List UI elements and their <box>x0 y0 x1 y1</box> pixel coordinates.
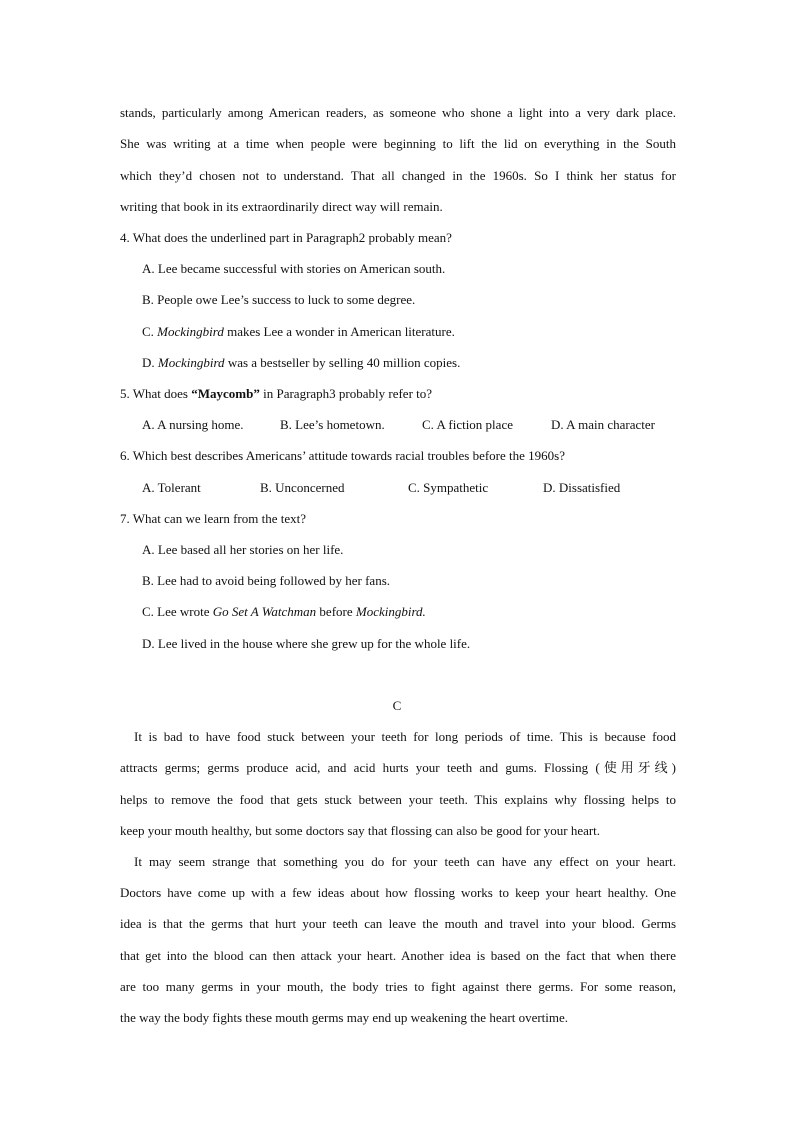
question-4-option-b: B. People owe Lee’s success to luck to some degree. <box>142 292 416 307</box>
passage-line: that get into the blood can then attack your heart. Another idea is based on the fact that when there <box>120 948 676 963</box>
question-6-option-b: B. Unconcerned <box>260 480 345 495</box>
passage-line: helps to remove the food that gets stuck between your teeth. This explains why flossing helps to <box>120 792 676 807</box>
option-text: was a bestseller by selling 40 million copies. <box>224 355 461 370</box>
option-text: makes Lee a wonder in American literature. <box>223 324 455 339</box>
passage-line: attracts germs; germs produce acid, and acid hurts your teeth and gums. Flossing (使用牙线) <box>120 760 676 775</box>
question-6-stem: 6. Which best describes Americans’ attitude towards racial troubles before the 1960s? <box>120 448 565 463</box>
stem-prefix: 5. What does <box>120 386 192 401</box>
book-title: Mockingbird <box>157 324 224 339</box>
passage-line: She was writing at a time when people were beginning to lift the lid on everything in the South <box>120 136 676 151</box>
question-7-option-b: B. Lee had to avoid being followed by her fans. <box>142 573 391 588</box>
question-5-stem <box>120 386 676 402</box>
option-prefix: C. Lee wrote <box>142 604 213 619</box>
option-prefix: D. <box>142 355 158 370</box>
question-7-stem: 7. What can we learn from the text? <box>120 511 307 526</box>
book-title: Mockingbird. <box>355 604 426 619</box>
option-text: before <box>316 604 356 619</box>
passage-line: It is bad to have food stuck between your teeth for long periods of time. This is because food <box>134 729 676 744</box>
passage-line: are too many germs in your mouth, the body tries to fight against there germs. For some reason, <box>120 979 676 994</box>
question-4-option-c <box>142 324 698 340</box>
book-title: Go Set A Watchman <box>212 604 317 619</box>
section-heading: C <box>392 698 402 713</box>
question-4-option-a: A. Lee became successful with stories on American south. <box>142 261 446 276</box>
question-5-option-b: B. Lee’s hometown. <box>280 417 385 432</box>
stem-rest: in Paragraph3 probably refer to? <box>259 386 433 401</box>
passage-line: which they’d chosen not to understand. That all changed in the 1960s. So I think her status for <box>120 168 676 183</box>
passage-line: Doctors have come up with a few ideas about how flossing works to keep your heart healthy. One <box>120 885 676 900</box>
option-prefix: C. <box>142 324 158 339</box>
passage-line: It may seem strange that something you do for your teeth can have any effect on your heart. <box>134 854 676 869</box>
question-6-option-c: C. Sympathetic <box>408 480 489 495</box>
book-title: Mockingbird <box>157 355 225 370</box>
question-6-option-d: D. Dissatisfied <box>543 480 621 495</box>
stem-keyword: “Maycomb” <box>191 386 260 401</box>
question-5-option-d: D. A main character <box>551 417 655 432</box>
question-4-stem: 4. What does the underlined part in Paragraph2 probably mean? <box>120 230 452 245</box>
question-7-option-d: D. Lee lived in the house where she grew up for the whole life. <box>142 636 471 651</box>
passage-line: writing that book in its extraordinarily direct way will remain. <box>120 199 443 214</box>
question-7-option-a: A. Lee based all her stories on her life. <box>142 542 344 557</box>
passage-line: keep your mouth healthy, but some doctors say that flossing can also be good for your heart. <box>120 823 601 838</box>
question-4-option-d <box>142 355 698 371</box>
question-6-option-a: A. Tolerant <box>142 480 201 495</box>
passage-line: the way the body fights these mouth germs may end up weakening the heart overtime. <box>120 1010 569 1025</box>
question-5-option-a: A. A nursing home. <box>142 417 244 432</box>
question-7-option-c <box>142 604 698 620</box>
passage-line: idea is that the germs that hurt your teeth can leave the mouth and travel into your blood. Germs <box>120 916 676 931</box>
question-5-option-c: C. A fiction place <box>422 417 513 432</box>
passage-line: stands, particularly among American readers, as someone who shone a light into a very dark place. <box>120 105 676 120</box>
